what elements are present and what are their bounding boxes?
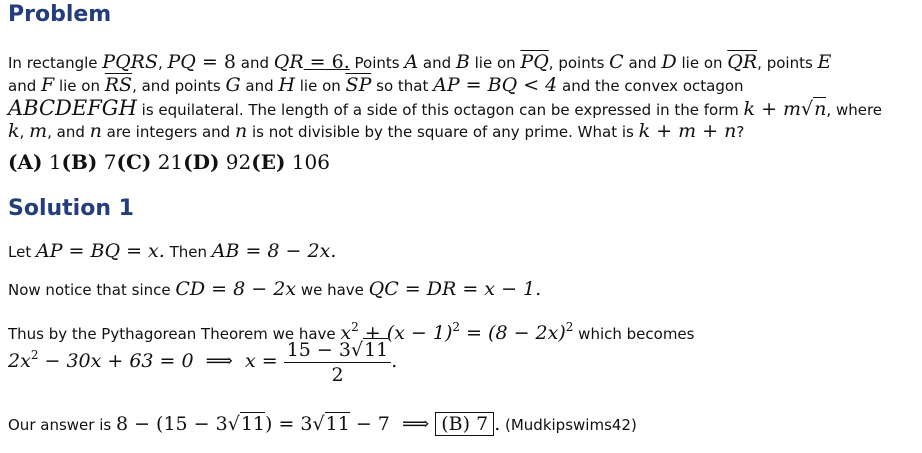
solution-line-4 (8, 340, 397, 385)
math: PQ (167, 51, 196, 73)
choice-label: (E) (251, 150, 286, 174)
fraction-numerator: 15 − 3√11 (284, 340, 392, 363)
choice-a (8, 150, 62, 174)
fraction (284, 340, 392, 385)
math: QR (273, 51, 304, 73)
text: and the convex octagon (557, 77, 744, 95)
math: − 30x + 63 = 0 ⟹ x = (38, 350, 284, 372)
fraction-denominator: 2 (331, 364, 344, 386)
text: Let (8, 243, 36, 261)
math: AP = BQ < 4 (433, 74, 558, 96)
math: m (29, 120, 48, 142)
math: = 6. (303, 51, 350, 73)
text: lie on (676, 54, 728, 72)
math: $\overline{PQ}$ (520, 51, 549, 73)
text: Then (164, 243, 212, 261)
math: . (494, 413, 501, 435)
text: is not divisible by the square of any prime. What is (247, 123, 639, 141)
credit: (Mudkipswims42) (500, 416, 637, 434)
math: + (x − 1) (358, 322, 453, 344)
math: G (225, 74, 241, 96)
math: E (817, 51, 832, 73)
math: 8 − (15 − 3 (115, 413, 228, 435)
choice-label: (C) (116, 150, 152, 174)
math: D (661, 51, 677, 73)
text: which becomes (573, 325, 695, 343)
text: Points (349, 54, 405, 72)
math: A (404, 51, 419, 73)
choice-value: 7 (103, 150, 117, 174)
text: , points (548, 54, 610, 72)
math: 15 − 3 (286, 339, 351, 361)
math: = (8 − 2x) (460, 322, 566, 344)
math: n (89, 120, 102, 142)
math: QC = DR = x − 1. (368, 278, 542, 300)
text: Now notice that since (8, 281, 176, 299)
text: so that (371, 77, 434, 95)
solution-line-1 (8, 241, 336, 262)
math-sup: 2 (30, 348, 39, 362)
text: lie on (294, 77, 346, 95)
text: and (235, 54, 274, 72)
text: Thus by the Pythagorean Theorem we have (8, 325, 341, 343)
math-sup: 2 (351, 320, 359, 334)
math: PQRS (102, 51, 158, 73)
text: and (8, 77, 41, 95)
math: 11 (325, 413, 350, 435)
text: are integers and (101, 123, 235, 141)
choice-value: 92 (225, 150, 252, 174)
math: . (391, 350, 398, 372)
choice-c (116, 150, 183, 174)
math: C (609, 51, 624, 73)
text: and (418, 54, 456, 72)
math: k (8, 120, 20, 142)
choice-label: (A) (8, 150, 43, 174)
math: $\overline{RS}$ (104, 74, 133, 96)
choice-value: 1 (48, 150, 62, 174)
text: , (19, 123, 30, 141)
solution-heading: Solution 1 (8, 196, 134, 221)
math-sup: 2 (565, 320, 574, 334)
math: ABCDEFGH (8, 96, 137, 120)
choice-d (183, 150, 251, 174)
text: lie on (54, 77, 105, 95)
math: B (455, 51, 470, 73)
math: n (814, 98, 827, 120)
math: $\overline{SP}$ (345, 74, 372, 96)
choice-value: 106 (291, 150, 330, 174)
math-sup: 2 (452, 320, 461, 334)
choice-e (251, 150, 330, 174)
text: , where (826, 101, 883, 119)
math: 11 (364, 339, 389, 361)
problem-line-3: ABCDEFGH is equilateral. The length of a side of this octagon can be expressed in the form k + m√n, where (8, 96, 883, 120)
problem-line-4 (8, 121, 744, 142)
math: k + m (743, 98, 802, 120)
text: ? (736, 123, 745, 141)
text: Our answer is (8, 416, 116, 434)
math: ) = 3 (265, 413, 313, 435)
text: we have (296, 281, 369, 299)
text: lie on (469, 54, 521, 72)
answer-choices (8, 150, 330, 174)
choice-label: (D) (183, 150, 220, 174)
math: CD = 8 − 2x (175, 278, 297, 300)
math: F (41, 74, 55, 96)
math: k + m + n (638, 120, 737, 142)
text: , and points (132, 77, 226, 95)
problem-line-1 (8, 52, 831, 73)
answer-box: (B) 7 (435, 412, 494, 436)
math: H (278, 74, 295, 96)
choice-label: (B) (61, 150, 98, 174)
solution-line-2 (8, 279, 541, 300)
math: $\overline{QR}$ (727, 51, 758, 73)
math: = 8 (195, 51, 236, 73)
choice-value: 21 (157, 150, 184, 174)
math: x (340, 322, 352, 344)
solution-line-5: Our answer is 8 − (15 − 3√11) = 3√11 − 7 ⟹ (B) 7 . (Mudkipswims42) (8, 413, 637, 435)
math: AB = 8 − 2x. (211, 240, 337, 262)
math: n (234, 120, 248, 142)
math: 11 (240, 413, 266, 435)
text: and (623, 54, 662, 72)
text: is equilateral. The length of a side of this octagon can be expressed in the form (136, 101, 744, 119)
math: − 7 ⟹ (349, 413, 436, 435)
text: , points (757, 54, 818, 72)
math: 2x (8, 350, 31, 372)
text: In rectangle (8, 54, 103, 72)
problem-heading: Problem (8, 2, 112, 27)
math: AP = BQ = x. (35, 240, 165, 262)
problem-line-2 (8, 75, 744, 96)
text: , and (47, 123, 90, 141)
text: , (157, 54, 168, 72)
text: and (240, 77, 279, 95)
choice-b (62, 150, 117, 174)
